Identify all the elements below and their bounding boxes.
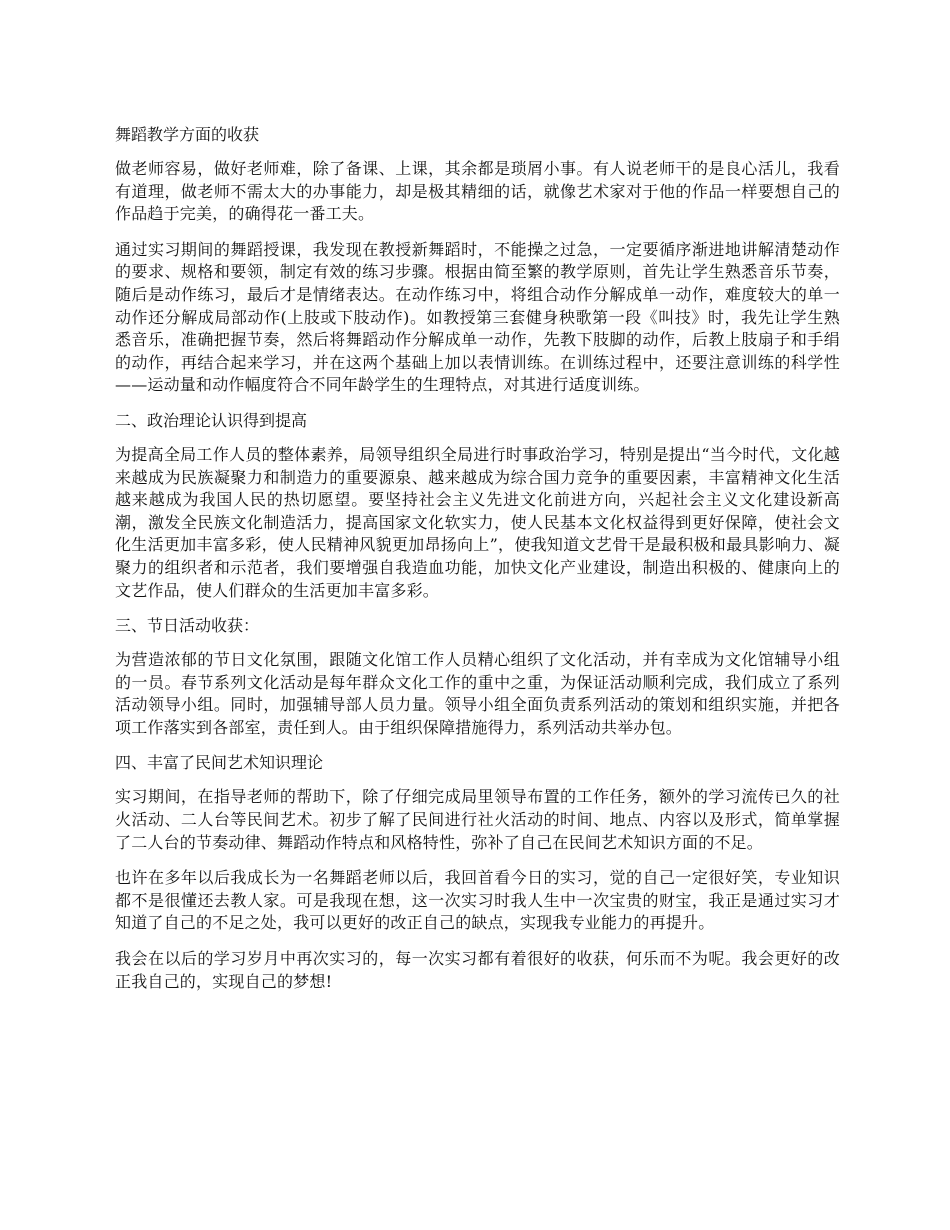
paragraph: 也许在多年以后我成长为一名舞蹈老师以后，我回首看今日的实习，觉的自己一定很好笑，专业知识都不是很懂还去教人家。可是我现在想，这一次实习时我人生中一次宝贵的财宝，我正是通过实习才知道了自己的不足之处，我可以更好的改正自己的缺点，实现我专业能力的再提升。 xyxy=(115,868,840,933)
paragraph: 为提高全局工作人员的整体素养，局领导组织全局进行时事政治学习，特别是提出“当今时代，文化越来越成为民族凝聚力和制造力的重要源泉、越来越成为综合国力竞争的重要因素，丰富精神文化生活越来越成为我国人民的热切愿望。要坚持社会主义先进文化前进方向，兴起社会主义文化建设新高潮，激发全民族文化制造活力，提高国家文化软实力，使人民基本文化权益得到更好保障，使社会文化生活更加丰富多彩，使人民精神风貌更加昂扬向上”，使我知道文艺骨干是最积极和最具影响力、凝聚力的组织者和示范者，我们要增强自我造血功能，加快文化产业建设，制造出积极的、健康向上的文艺作品，使人们群众的生活更加丰富多彩。 xyxy=(115,444,840,600)
section-heading: 舞蹈教学方面的收获 xyxy=(115,125,260,144)
document-page xyxy=(115,124,840,1006)
section-heading: 三、节日活动收获： xyxy=(115,616,260,636)
paragraph: 做老师容易，做好老师难，除了备课、上课，其余都是琐屑小事。有人说老师干的是良心活儿，我看有道理，做老师不需太大的办事能力，却是极其精细的话，就像艺术家对于他的作品一样要想自己的作品趋于完美，的确得花一番工夫。 xyxy=(115,159,840,224)
paragraph: 实习期间，在指导老师的帮助下，除了仔细完成局里领导布置的工作任务，额外的学习流传已久的社火活动、二人台等民间艺术。初步了解了民间进行社火活动的时间、地点、内容以及形式，简单掌握了二人台的节奏动律、舞蹈动作特点和风格特性，弥补了自己在民间艺术知识方面的不足。 xyxy=(115,787,840,852)
section-heading: 四、丰富了民间艺术知识理论 xyxy=(115,753,324,773)
paragraph: 我会在以后的学习岁月中再次实习的，每一次实习都有着很好的收获，何乐而不为呢。我会更好的改正我自己的，实现自己的梦想! xyxy=(115,949,840,991)
paragraph: 通过实习期间的舞蹈授课，我发现在教授新舞蹈时，不能操之过急，一定要循序渐进地讲解清楚动作的要求、规格和要领，制定有效的练习步骤。根据由简至繁的教学原则，首先让学生熟悉音乐节奏，随后是动作练习，最后才是情绪表达。在动作练习中，将组合动作分解成单一动作，难度较大的单一动作还分解成局部动作(上肢或下肢动作)。如教授第三套健身秧歌第一段《叫技》时，我先让学生熟悉音乐，准确把握节奏，然后将舞蹈动作分解成单一动作，先教下肢脚的动作，后教上肢扇子和手绢的动作，再结合起来学习，并在这两个基础上加以表情训练。在训练过程中，还要注意训练的科学性——运动量和动作幅度符合不同年龄学生的生理特点，对其进行适度训练。 xyxy=(115,239,840,395)
section-heading: 二、政治理论认识得到提高 xyxy=(115,410,308,430)
paragraph: 为营造浓郁的节日文化氛围，跟随文化馆工作人员精心组织了文化活动，并有幸成为文化馆辅导小组的一员。春节系列文化活动是每年群众文化工作的重中之重，为保证活动顺利完成，我们成立了系列活动领导小组。同时，加强辅导部人员力量。领导小组全面负责系列活动的策划和组织实施，并把各项工作落实到各部室，责任到人。由于组织保障措施得力，系列活动共举办包。 xyxy=(115,650,840,737)
